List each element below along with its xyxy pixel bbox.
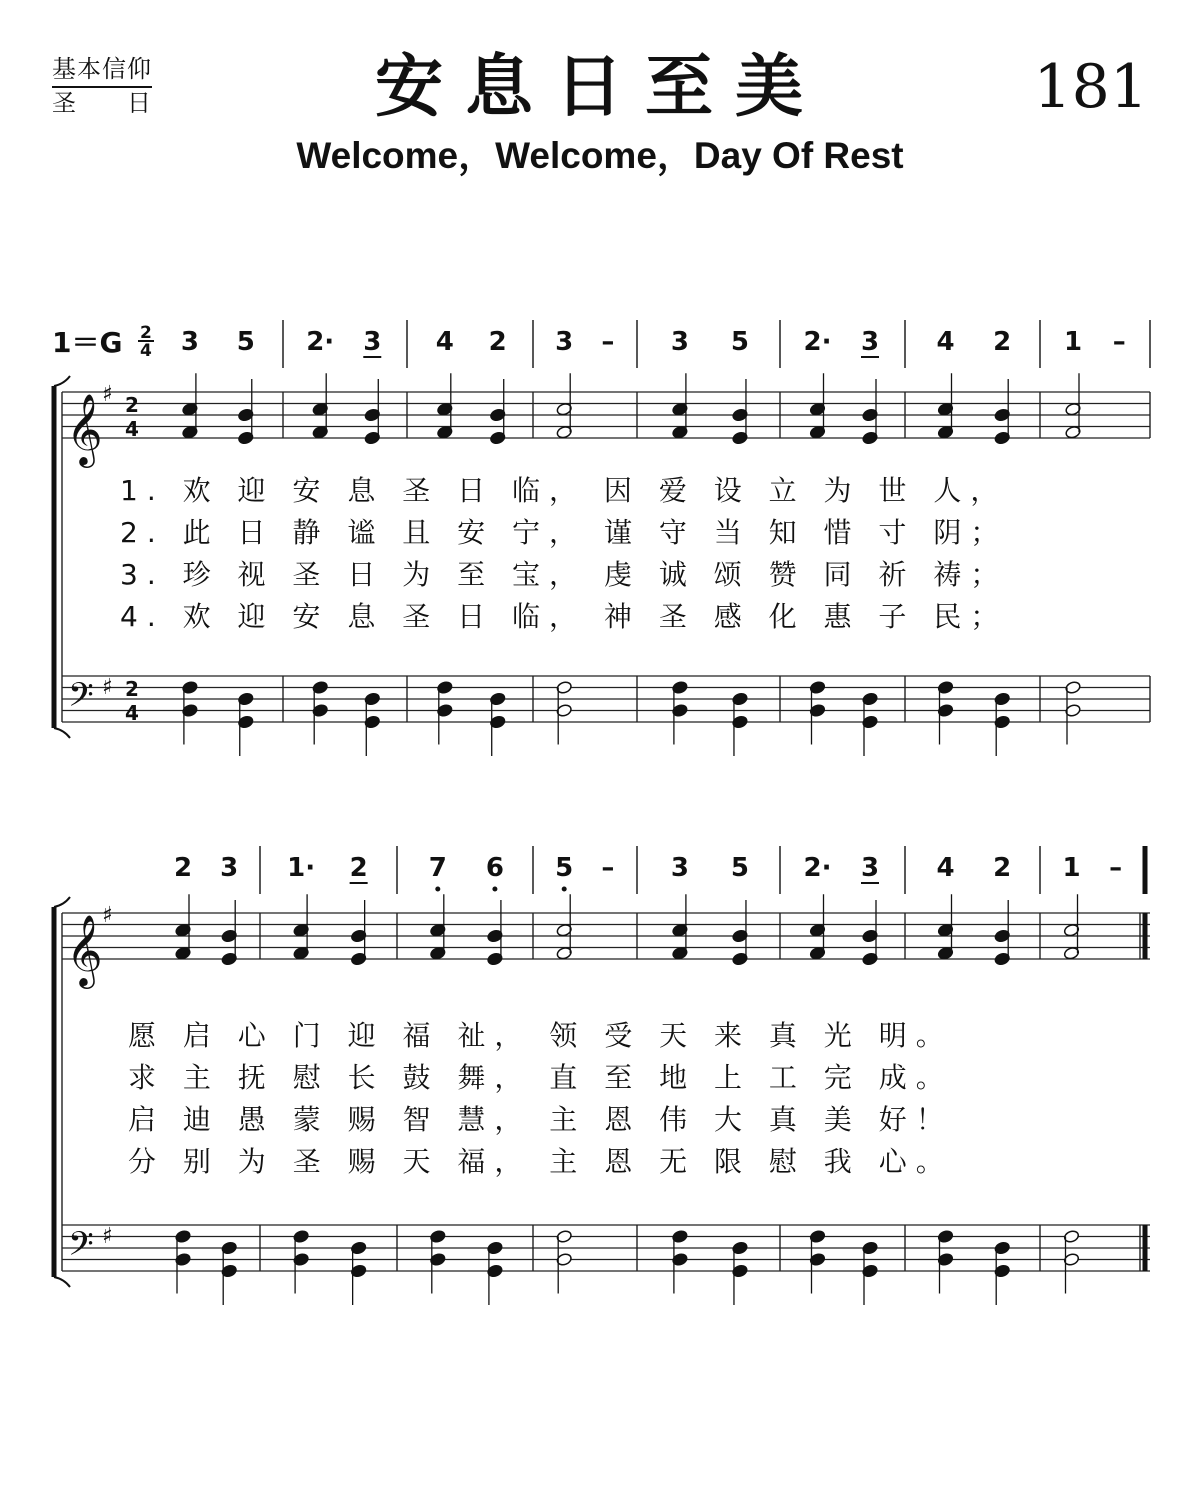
jianpu-note: 3 [180, 327, 199, 357]
bracket-hook-top [54, 897, 70, 907]
jianpu-note: 4 [435, 327, 454, 357]
jianpu-note: – [1109, 853, 1123, 883]
jianpu-note: 2 [993, 853, 1012, 883]
jianpu-note: 3 [220, 853, 239, 883]
jianpu-note: 6 [485, 853, 504, 883]
jianpu-note: 3 [670, 327, 689, 357]
time-sig-bottom: 4 [125, 701, 139, 725]
category-sub: 圣 日 [52, 89, 152, 117]
lyric-line: 1. 欢 迎 安 息 圣 日 临， 因 爱 设 立 为 世 人， [120, 474, 1008, 507]
jianpu-note: – [601, 853, 615, 883]
jianpu-note: 3 [670, 853, 689, 883]
lyric-line: 2. 此 日 静 谧 且 安 宁， 谨 守 当 知 惜 寸 阴； [120, 516, 1008, 549]
jianpu-note: 5 [730, 853, 750, 883]
jianpu-note: 1· [287, 853, 316, 883]
jianpu-note: 4 [936, 327, 955, 357]
bass-clef: 𝄢 [68, 1225, 94, 1272]
jianpu-time-top: 2 [140, 323, 152, 343]
jianpu-note: 5 [236, 327, 255, 357]
jianpu-note: 1 [1063, 327, 1083, 357]
key-label: 1＝G [52, 326, 123, 359]
jianpu-note: 4 [936, 853, 955, 883]
jianpu-note: – [1112, 327, 1126, 357]
jianpu-note: 2 [173, 853, 193, 883]
treble-clef: 𝄞 [66, 392, 103, 465]
jianpu-note: 2· [803, 853, 832, 883]
hymn-number: 181 [1033, 52, 1148, 122]
lyric-line: 3. 珍 视 圣 日 为 至 宝， 虔 诚 颂 赞 同 祈 祷； [120, 558, 1008, 591]
hymn-title: 安息日至美 [374, 48, 825, 127]
key-sharp-bass: ♯ [102, 675, 113, 700]
jianpu-note: 5 [555, 853, 574, 883]
jianpu-note: 1 [1062, 853, 1081, 883]
jianpu-note: 2 [488, 327, 507, 357]
jianpu-note: 3 [363, 327, 382, 357]
key-sharp-bass: ♯ [102, 1224, 113, 1249]
lyric-line: 求 主 抚 慰 长 鼓 舞， 直 至 地 上 工 完 成。 [128, 1061, 953, 1094]
jianpu-note: 3 [860, 853, 880, 883]
jianpu-time-bottom: 4 [140, 341, 152, 361]
jianpu-note: 3 [555, 327, 574, 357]
time-sig-bottom: 4 [125, 417, 139, 441]
jianpu-low-dot [562, 887, 567, 892]
lyric-line: 4. 欢 迎 安 息 圣 日 临， 神 圣 感 化 惠 子 民； [120, 600, 1008, 633]
treble-clef: 𝄞 [66, 913, 103, 986]
bracket-hook-bottom [54, 728, 70, 738]
jianpu-note: 3 [860, 327, 880, 357]
key-sharp-treble: ♯ [102, 382, 113, 407]
category-main: 基本信仰 [52, 54, 152, 88]
jianpu-note: 2· [803, 327, 832, 357]
bass-clef: 𝄢 [68, 676, 94, 723]
time-sig-top: 2 [125, 677, 139, 701]
jianpu-low-dot [492, 887, 497, 892]
jianpu-note: 2· [306, 327, 335, 357]
jianpu-note: – [601, 327, 615, 357]
time-sig-top: 2 [125, 393, 139, 417]
jianpu-note: 2 [993, 327, 1012, 357]
bracket-hook-top [54, 376, 70, 386]
lyric-line: 启 迪 愚 蒙 赐 智 慧， 主 恩 伟 大 真 美 好！ [128, 1103, 953, 1136]
jianpu-note: 2 [349, 853, 368, 883]
jianpu-low-dot [435, 887, 440, 892]
lyric-line: 愿 启 心 门 迎 福 祉， 领 受 天 来 真 光 明。 [128, 1019, 953, 1052]
jianpu-note: 5 [730, 327, 750, 357]
key-sharp-treble: ♯ [102, 903, 113, 928]
bracket-hook-bottom [54, 1277, 70, 1287]
jianpu-note: 7 [428, 853, 447, 883]
lyric-line: 分 别 为 圣 赐 天 福， 主 恩 无 限 慰 我 心。 [128, 1145, 953, 1178]
hymn-subtitle: Welcome，Welcome，Day Of Rest [296, 135, 904, 176]
